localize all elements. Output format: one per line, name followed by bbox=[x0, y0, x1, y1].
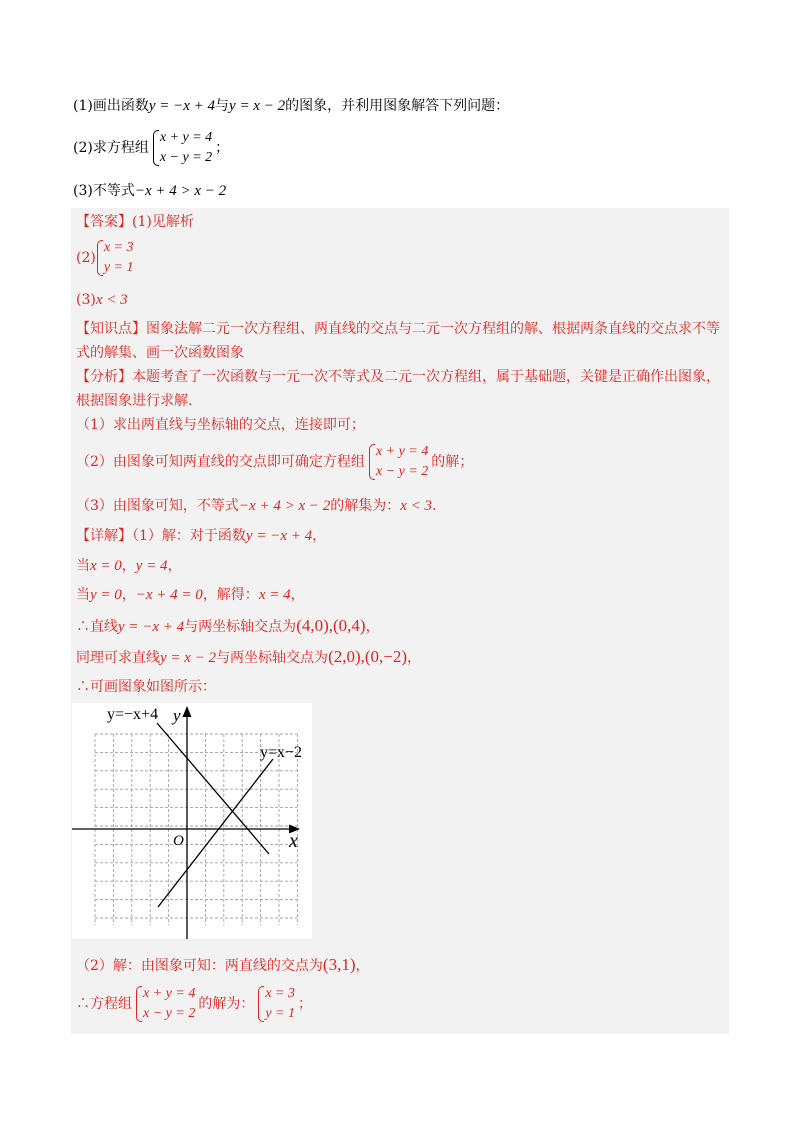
question-2: (2)求方程组 x + y = 4 x − y = 2 ； bbox=[73, 128, 229, 168]
detail-part-3: ∴方程组 x + y = 4 x − y = 2 的解为： x = 3 y = 1 ； bbox=[76, 984, 312, 1024]
answer-line-1: 【答案】(1)见解析 bbox=[76, 214, 194, 230]
detail-line-5: 同理可求直线y = x − 2与两坐标轴交点为(2,0),(0,−2)， bbox=[76, 647, 422, 666]
knowledge-line-1: 【知识点】图象法解二元一次方程组、两直线的交点与二元一次方程组的解、根据两条直线的交点求不等 bbox=[76, 321, 720, 337]
detail-line-6: ∴可画图象如图所示： bbox=[76, 679, 216, 695]
knowledge-line-2: 式的解集、画一次函数图象 bbox=[76, 345, 244, 361]
function-1: y = −x + 4 bbox=[148, 98, 216, 114]
answer-line-3: (3)x < 3 bbox=[76, 292, 128, 308]
function-2: y = x − 2 bbox=[229, 98, 286, 114]
line1-label: y=−x+4 bbox=[107, 706, 159, 723]
analysis-point-1: （1）求出两直线与坐标轴的交点，连接即可； bbox=[76, 417, 365, 433]
equation-system: x + y = 4 x − y = 2 bbox=[152, 128, 212, 168]
system-final: x + y = 4 x − y = 2 bbox=[135, 984, 195, 1024]
analysis-line-1: 【分析】本题考查了一次函数与一元一次不等式及二元一次方程组，属于基础题，关键是正确作出图象， bbox=[76, 369, 720, 385]
y-axis-label: y bbox=[173, 706, 181, 725]
analysis-point-3: （3）由图象可知，不等式−x + 4 > x − 2的解集为：x < 3. bbox=[76, 498, 437, 514]
x-axis-label: x bbox=[289, 830, 298, 852]
question-3: (3)不等式−x + 4 > x − 2 bbox=[73, 183, 227, 199]
origin-label: O bbox=[173, 833, 184, 849]
graph-background bbox=[72, 703, 312, 939]
analysis-line-2: 根据图象进行求解. bbox=[76, 393, 193, 409]
coordinate-graph bbox=[72, 703, 312, 939]
analysis-system: x + y = 4 x − y = 2 bbox=[368, 442, 428, 482]
detail-line-1: 【详解】（1）解：对于函数y = −x + 4， bbox=[76, 528, 327, 544]
detail-line-4: ∴直线y = −x + 4与两坐标轴交点为(4,0),(0,4)， bbox=[76, 616, 380, 635]
detail-line-2: 当x = 0，y = 4， bbox=[76, 558, 182, 574]
inequality: −x + 4 > x − 2 bbox=[134, 183, 227, 199]
detail-part-2: （2）解：由图象可知：两直线的交点为(3,1)， bbox=[76, 955, 370, 974]
solution-final: x = 3 y = 1 bbox=[257, 984, 295, 1024]
detail-line-3: 当y = 0，−x + 4 = 0，解得：x = 4， bbox=[76, 587, 305, 603]
answer-line-2: (2) x = 3 y = 1 bbox=[76, 238, 137, 278]
analysis-point-2: （2）由图象可知两直线的交点即可确定方程组 x + y = 4 x − y = 2 的解； bbox=[76, 442, 473, 482]
question-1: (1)画出函数y = −x + 4与y = x − 2的图象，并利用图象解答下列问题： bbox=[73, 98, 510, 114]
line2-label: y=x−2 bbox=[260, 744, 303, 761]
answer-system: x = 3 y = 1 bbox=[96, 238, 134, 278]
